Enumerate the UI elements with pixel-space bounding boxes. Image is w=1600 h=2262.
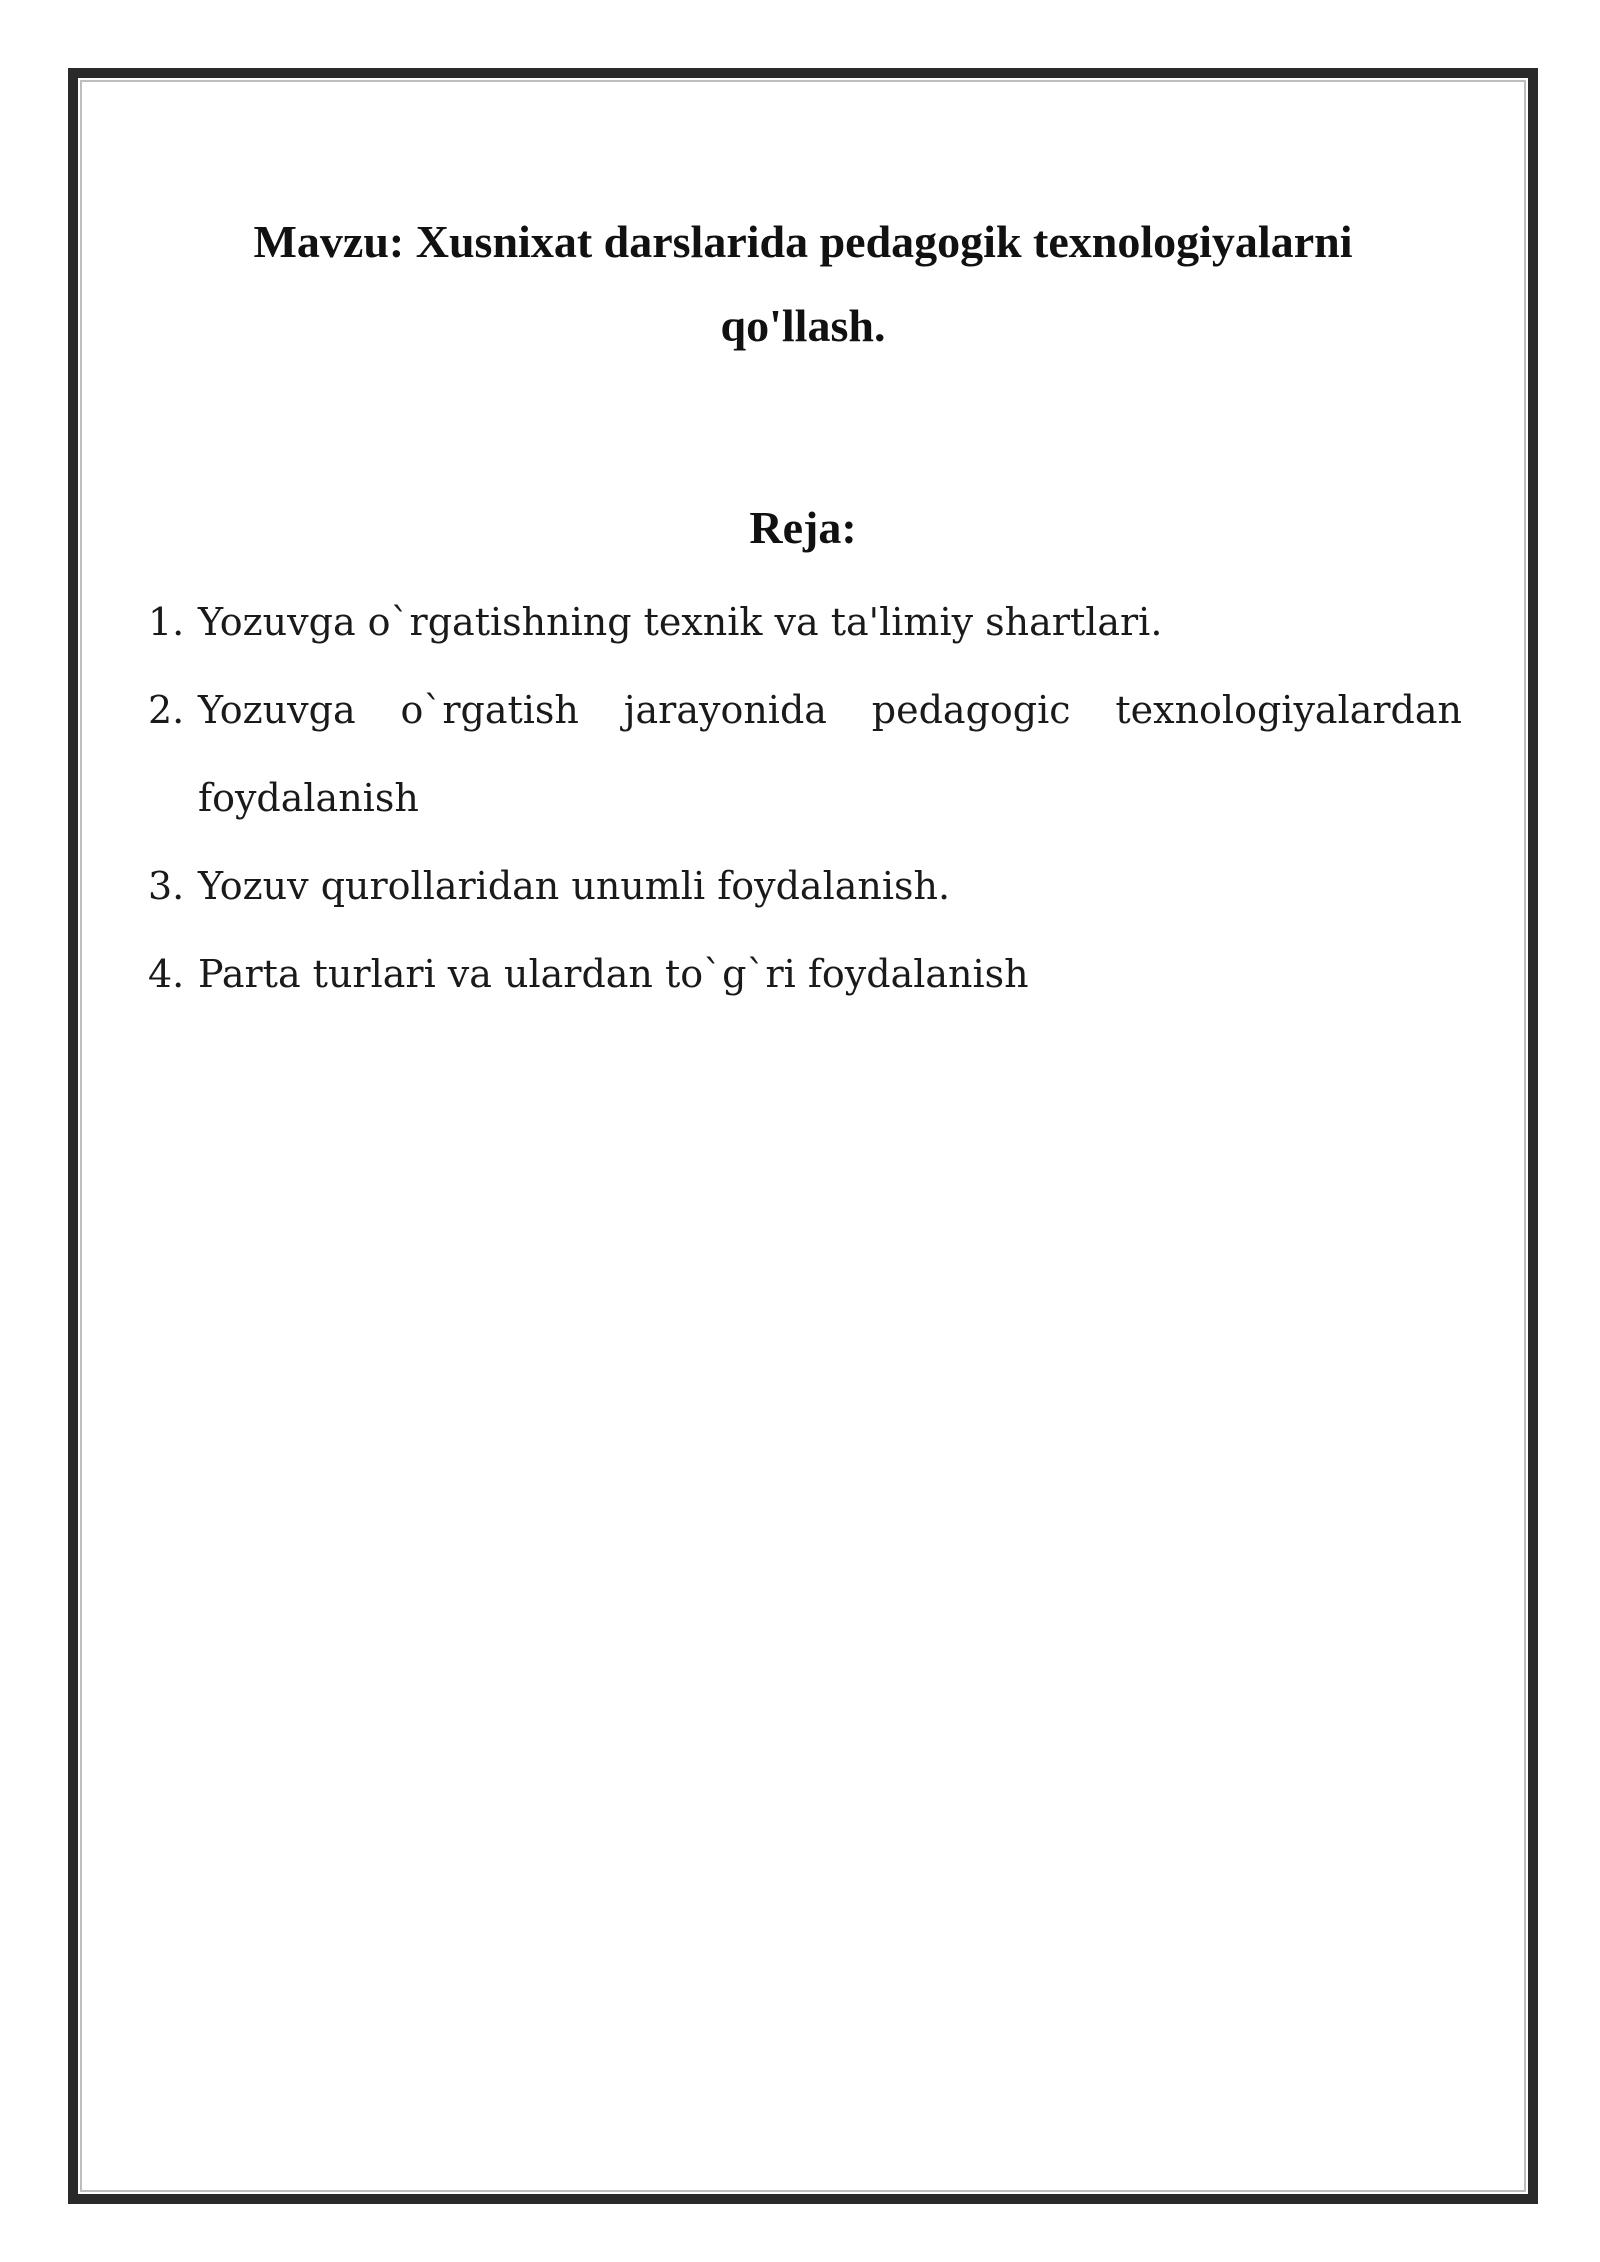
page-border bbox=[68, 68, 1538, 2204]
document-title bbox=[78, 200, 1528, 368]
plan-item-4 bbox=[148, 930, 1462, 1018]
plan-item-3 bbox=[148, 842, 1462, 930]
title-line-2: qo'llash. bbox=[720, 300, 886, 351]
plan-item-2 bbox=[148, 666, 1462, 842]
plan-item-number: 2. bbox=[148, 688, 185, 732]
plan-item-number: 1. bbox=[148, 600, 185, 644]
plan-item-text-line-1: Yozuvga o`rgatish jarayonida pedagogic texnologiyalardan bbox=[198, 688, 1462, 732]
plan-item-number: 4. bbox=[148, 952, 185, 996]
plan-item-text-line-2: foydalanish bbox=[198, 776, 419, 820]
plan-item-text: Yozuvga o`rgatishning texnik va ta'limiy shartlari. bbox=[198, 600, 1163, 644]
title-line-1: Mavzu: Xusnixat darslarida pedagogik texnologiyalarni bbox=[253, 216, 1353, 267]
plan-item-1 bbox=[148, 578, 1462, 666]
plan-list bbox=[148, 578, 1462, 1018]
plan-item-number: 3. bbox=[148, 864, 185, 908]
plan-heading: Reja: bbox=[749, 502, 857, 553]
plan-item-text: Parta turlari va ulardan to`g`ri foydalanish bbox=[198, 952, 1029, 996]
plan-item-text: Yozuv qurollaridan unumli foydalanish. bbox=[198, 864, 951, 908]
